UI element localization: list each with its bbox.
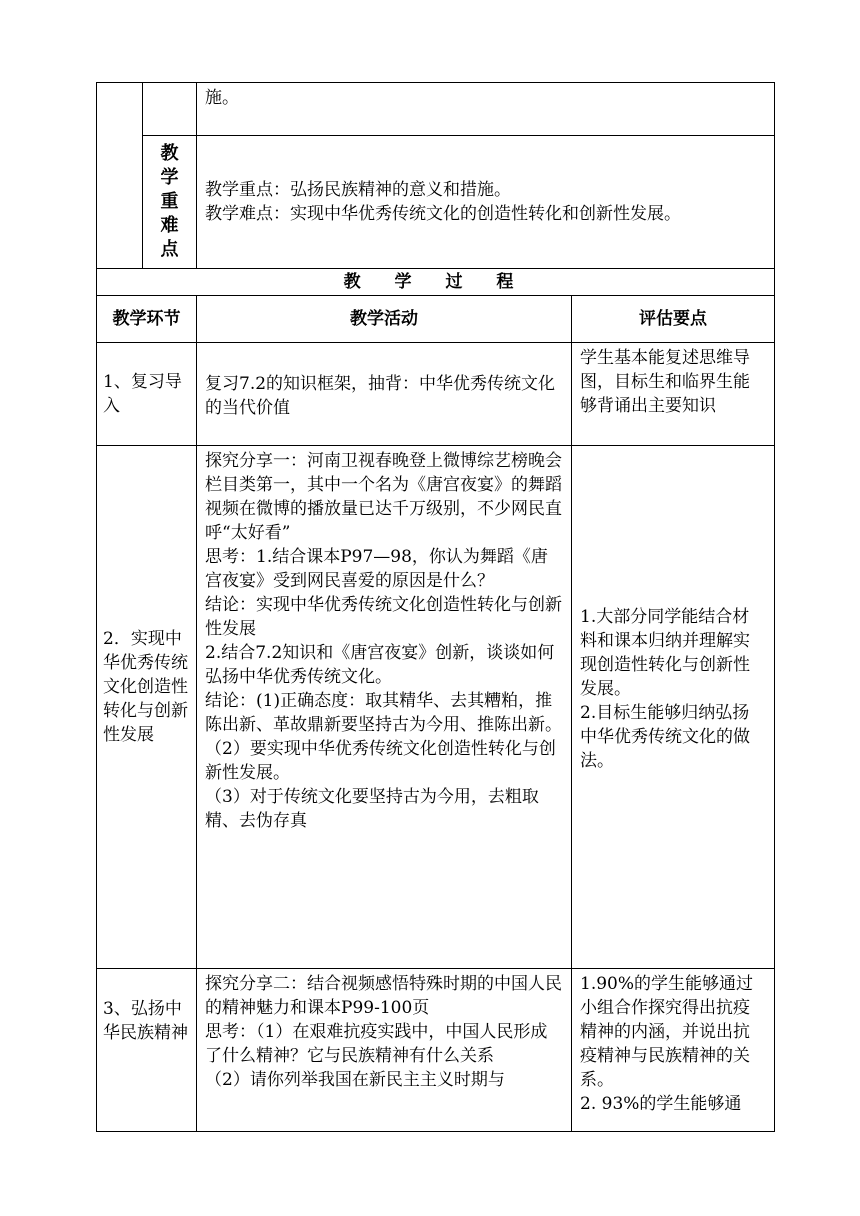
activity-paragraph: 思考：1.结合课本P97—98，你认为舞蹈《唐宫夜宴》受到网民喜爱的原因是什么？ [205, 547, 548, 591]
stage-label: 1、复习导入 [103, 372, 182, 416]
table-row [97, 83, 775, 136]
activity-paragraph: 思考：（1）在艰难抗疫实践中，中国人民形成了什么精神？它与民族精神有什么关系 [205, 1022, 548, 1066]
evaluation-paragraph: 2.目标生能够归纳弘扬中华优秀传统文化的做法。 [580, 702, 750, 771]
activity-paragraph: 探究分享二：结合视频感悟特殊时期的中国人民的精神魅力和课本P99-100页 [205, 974, 562, 1018]
continued-text: 施。 [205, 88, 239, 108]
evaluation-paragraph: 2. 93%的学生能够通 [580, 1094, 742, 1114]
table-row [97, 343, 775, 446]
activity-cell [197, 446, 572, 969]
evaluation-paragraph: 1.大部分同学能结合材料和课本归纳并理解实现创造性转化与创新性发展。 [580, 606, 750, 699]
table-header-row [97, 296, 775, 343]
key-difficult-label: 教 学 重 难 点 [160, 143, 179, 260]
activity-paragraph: 结论：(1)正确态度：取其精华、去其糟粕，推陈出新、革故鼎新要坚持古为今用、推陈出新。 [205, 691, 562, 735]
activity-paragraph: 探究分享一：河南卫视春晚登上微博综艺榜晚会栏目类第一，其中一个名为《唐宫夜宴》的舞蹈视频在微博的播放量已达千万级别，不少网民直呼“太好看” [205, 451, 562, 543]
evaluation-cell [572, 343, 775, 446]
key-point: 教学重点：弘扬民族精神的意义和措施。 [205, 180, 511, 200]
difficult-point: 教学难点：实现中华优秀传统文化的创造性转化和创新性发展。 [205, 204, 681, 224]
table-row [97, 446, 775, 969]
table-row [97, 269, 775, 296]
stage-label: 2．实现中华优秀传统文化创造性转化与创新性发展 [103, 629, 188, 745]
table-row [97, 136, 775, 269]
stage-label: 3、弘扬中华民族精神 [103, 999, 188, 1043]
header-activity: 教学活动 [197, 296, 572, 343]
stage-cell [97, 343, 197, 446]
activity-cell [197, 969, 572, 1132]
activity-paragraph: 2.结合7.2知识和《唐宫夜宴》创新，谈谈如何弘扬中华优秀传统文化。 [205, 643, 555, 687]
table-row [97, 969, 775, 1132]
blank-cell [143, 83, 197, 136]
header-stage: 教学环节 [97, 296, 197, 343]
key-difficult-label-cell [143, 136, 197, 269]
evaluation-paragraph: 学生基本能复述思维导图，目标生和临界生能够背诵出主要知识 [580, 348, 750, 416]
lesson-plan-table [96, 82, 775, 1132]
blank-cell [97, 83, 143, 269]
header-evaluation: 评估要点 [572, 296, 775, 343]
text-cell [197, 83, 775, 136]
key-difficult-content [197, 136, 775, 269]
evaluation-paragraph: 1.90%的学生能够通过小组合作探究得出抗疫精神的内涵，并说出抗疫精神与民族精神的关系。 [580, 974, 754, 1090]
evaluation-cell [572, 446, 775, 969]
activity-paragraph: 结论：实现中华优秀传统文化创造性转化与创新性发展 [205, 595, 562, 639]
activity-paragraph: 复习7.2的知识框架，抽背：中华优秀传统文化的当代价值 [205, 373, 556, 418]
section-title: 教 学 过 程 [97, 269, 775, 296]
activity-paragraph: （2）请你列举我国在新民主主义时期与 [205, 1070, 505, 1090]
evaluation-cell [572, 969, 775, 1132]
stage-cell [97, 446, 197, 969]
activity-paragraph: （2）要实现中华优秀传统文化创造性转化与创新性发展。 [205, 739, 556, 783]
activity-cell [197, 343, 572, 446]
stage-cell [97, 969, 197, 1132]
activity-paragraph: （3）对于传统文化要坚持古为今用，去粗取精、去伪存真 [205, 787, 539, 831]
